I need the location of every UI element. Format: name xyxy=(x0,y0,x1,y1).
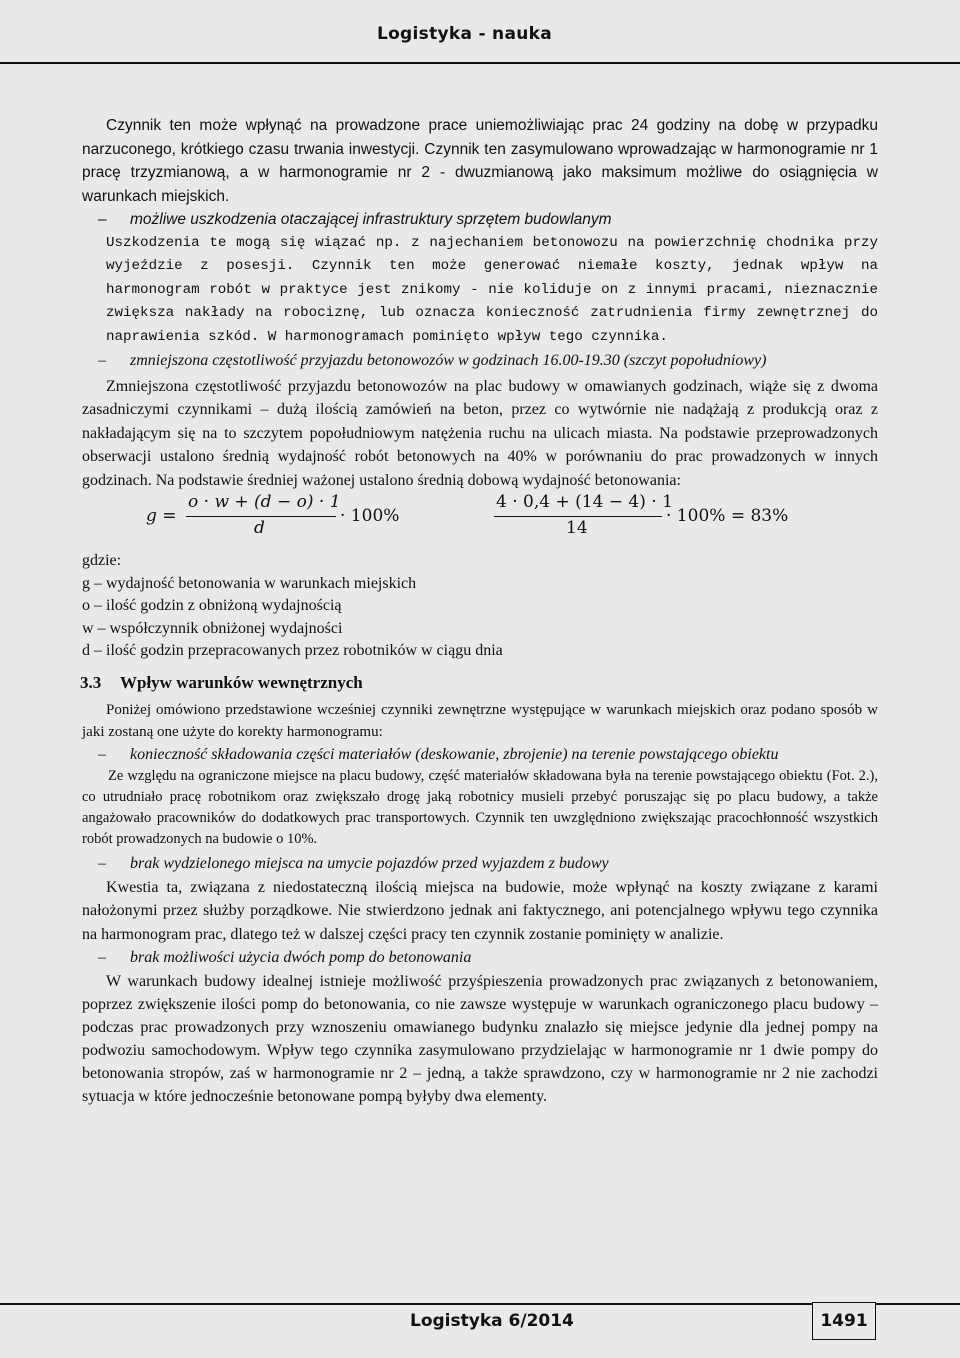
pumps-paragraph: W warunkach budowy idealnej istnieje możliwość przyśpieszenia prowadzonych prac związanych z betonowaniem, poprzez zwiększenie ilości pomp do betonowania, co nie zawsze występuje w warunkach ograniczonego placu budowy – podczas prac prowadzonych przy wznoszeniu omawianego budynku znalazło się miejsce jedynie dla jednej pompy na podwoziu samochodowym. Wpływ tego czynnika zasymulowano przydzielając w harmonogramie nr 1 dwie pompy do betonowania stropów, zaś w harmonogramie nr 2 – jedną, a także sprawdzono, czy w harmonogramie nr 2 nie zachodzi sytuacja w które jednocześnie betonowane pompą byłyby dwa elementy. xyxy=(82,972,878,1105)
washing-paragraph: Kwestia ta, związana z niedostateczną ilością miejsca na budowie, może wpłynąć na koszty związane z karami nałożonymi przez służby porządkowe. Nie stwierdzono jednak ani faktycznego, ani potencjalnego wpływu tego czynnika na harmonogram prac, dlatego też w dalszej części pracy ten czynnik zostanie pominięty w analizie. xyxy=(82,878,878,943)
definitions-intro: gdzie: xyxy=(82,552,122,569)
article-body xyxy=(82,114,878,1108)
formula-numerator-numeric: 4 · 0,4 + (14 − 4) · 1 xyxy=(496,492,673,512)
definition-item: w – współczynnik obniżonej wydajności xyxy=(82,619,343,637)
bullet-material-storage: – konieczność składowania części materiałów (deskowanie, zbrojenie) na terenie powstającego obiektu xyxy=(82,743,878,767)
productivity-formula xyxy=(82,492,878,540)
bullet-reduced-frequency: – zmniejszona częstotliwość przyjazdu betonowozów w godzinach 16.00-19.30 (szczyt popołudniowy) xyxy=(82,349,878,373)
formula-denominator-symbolic: d xyxy=(254,518,265,538)
formula-lhs: g = xyxy=(146,506,177,526)
running-header-title: Logistyka - nauka xyxy=(376,24,552,44)
section-number: 3.3 xyxy=(80,672,102,692)
section-heading xyxy=(80,673,878,693)
definition-item: d – ilość godzin przepracowanych przez robotników w ciągu dnia xyxy=(82,642,503,659)
bullet-vehicle-washing: – brak wydzielonego miejsca na umycie pojazdów przed wyjazdem z budowy xyxy=(82,852,878,876)
storage-paragraph: Ze względu na ograniczone miejsce na placu budowy, część materiałów składowana była na terenie powstającego obiektu (Fot. 2.), co utrudniało pracę robotnikom oraz zwiększało drogę jaką robotnicy musieli przebyć poruszając się po placu budowy, a także angażowało pracowników do dodatkowych prac transportowych. Czynnik ten uwzględniono zwiększając pracochłonność wszystkich robót prowadzonych na budowie o 10%. xyxy=(82,768,878,847)
bullet-infrastructure-damage: – możliwe uszkodzenia otaczającej infrastruktury sprzętem budowlanym xyxy=(82,208,878,232)
page-number-box xyxy=(812,1302,876,1340)
definition-item: g – wydajność betonowania w warunkach miejskich xyxy=(82,574,417,592)
frequency-paragraph: Zmniejszona częstotliwość przyjazdu betonowozów na plac budowy w omawianych godzinach, wiąże się z dwoma zasadniczymi czynnikami – dużą ilością zamówień na beton, przez co wytwórnie nie nadążają z produkcją oraz z nakładającym się na to szczytem popołudniowym natężenia ruchu na ulicach miasta. Na podstawie przeprowadzonych obserwacji ustalono średnią wydajność robót betonowych na 40% w porównaniu do prac prowadzonych w innych godzinach. Na podstawie średniej ważonej ustalono średnią dobową wydajność betonowania: xyxy=(82,377,878,489)
fraction-bar-numeric xyxy=(494,516,662,517)
formula-denominator-numeric: 14 xyxy=(566,518,588,538)
section-intro-paragraph: Poniżej omówiono przedstawione wcześniej czynniki zewnętrzne występujące w warunkach miejskich oraz podano sposób w jaki zostaną one użyte do korekty harmonogramu: xyxy=(82,701,878,740)
formula-result: · 100% = 83% xyxy=(666,506,789,526)
formula-factor-symbolic: · 100% xyxy=(340,506,400,526)
footer-journal-title: Logistyka 6/2014 xyxy=(410,1311,574,1331)
section-title: Wpływ warunków wewnętrznych xyxy=(120,672,363,692)
header-rule xyxy=(0,62,960,64)
page-number: 1491 xyxy=(820,1311,868,1331)
intro-paragraph: Czynnik ten może wpłynąć na prowadzone prace uniemożliwiając prac 24 godziny na dobę w przypadku narzuconego, krótkiego czasu trwania inwestycji. Czynnik ten zasymulowano wprowadzając w harmonogramie nr 1 pracę trzyzmianową, a w harmonogramie nr 2 - dwuzmianową jako maksimum możliwe do osiągnięcia w warunkach miejskich. xyxy=(82,117,878,205)
definition-item: o – ilość godzin z obniżoną wydajnością xyxy=(82,597,342,614)
fraction-bar-symbolic xyxy=(186,516,336,517)
variable-definitions xyxy=(82,550,878,663)
damage-paragraph: Uszkodzenia te mogą się wiązać np. z najechaniem betonowozu na powierzchnię chodnika przy wyjeździe z posesji. Czynnik ten może generować niemałe koszty, jednak wpływ na harmonogram robót w praktyce jest znikomy - nie koliduje on z innymi pracami, nieznacznie zwiększa nakłady na robociznę, lub oznacza konieczność zatrudnienia firmy zewnętrznej do naprawienia szkód. W harmonogramach pominięto wpływ tego czynnika. xyxy=(106,234,878,345)
bullet-concrete-pumps: – brak możliwości użycia dwóch pomp do betonowania xyxy=(82,946,878,970)
formula-numerator-symbolic: o · w + (d − o) · 1 xyxy=(188,492,341,512)
